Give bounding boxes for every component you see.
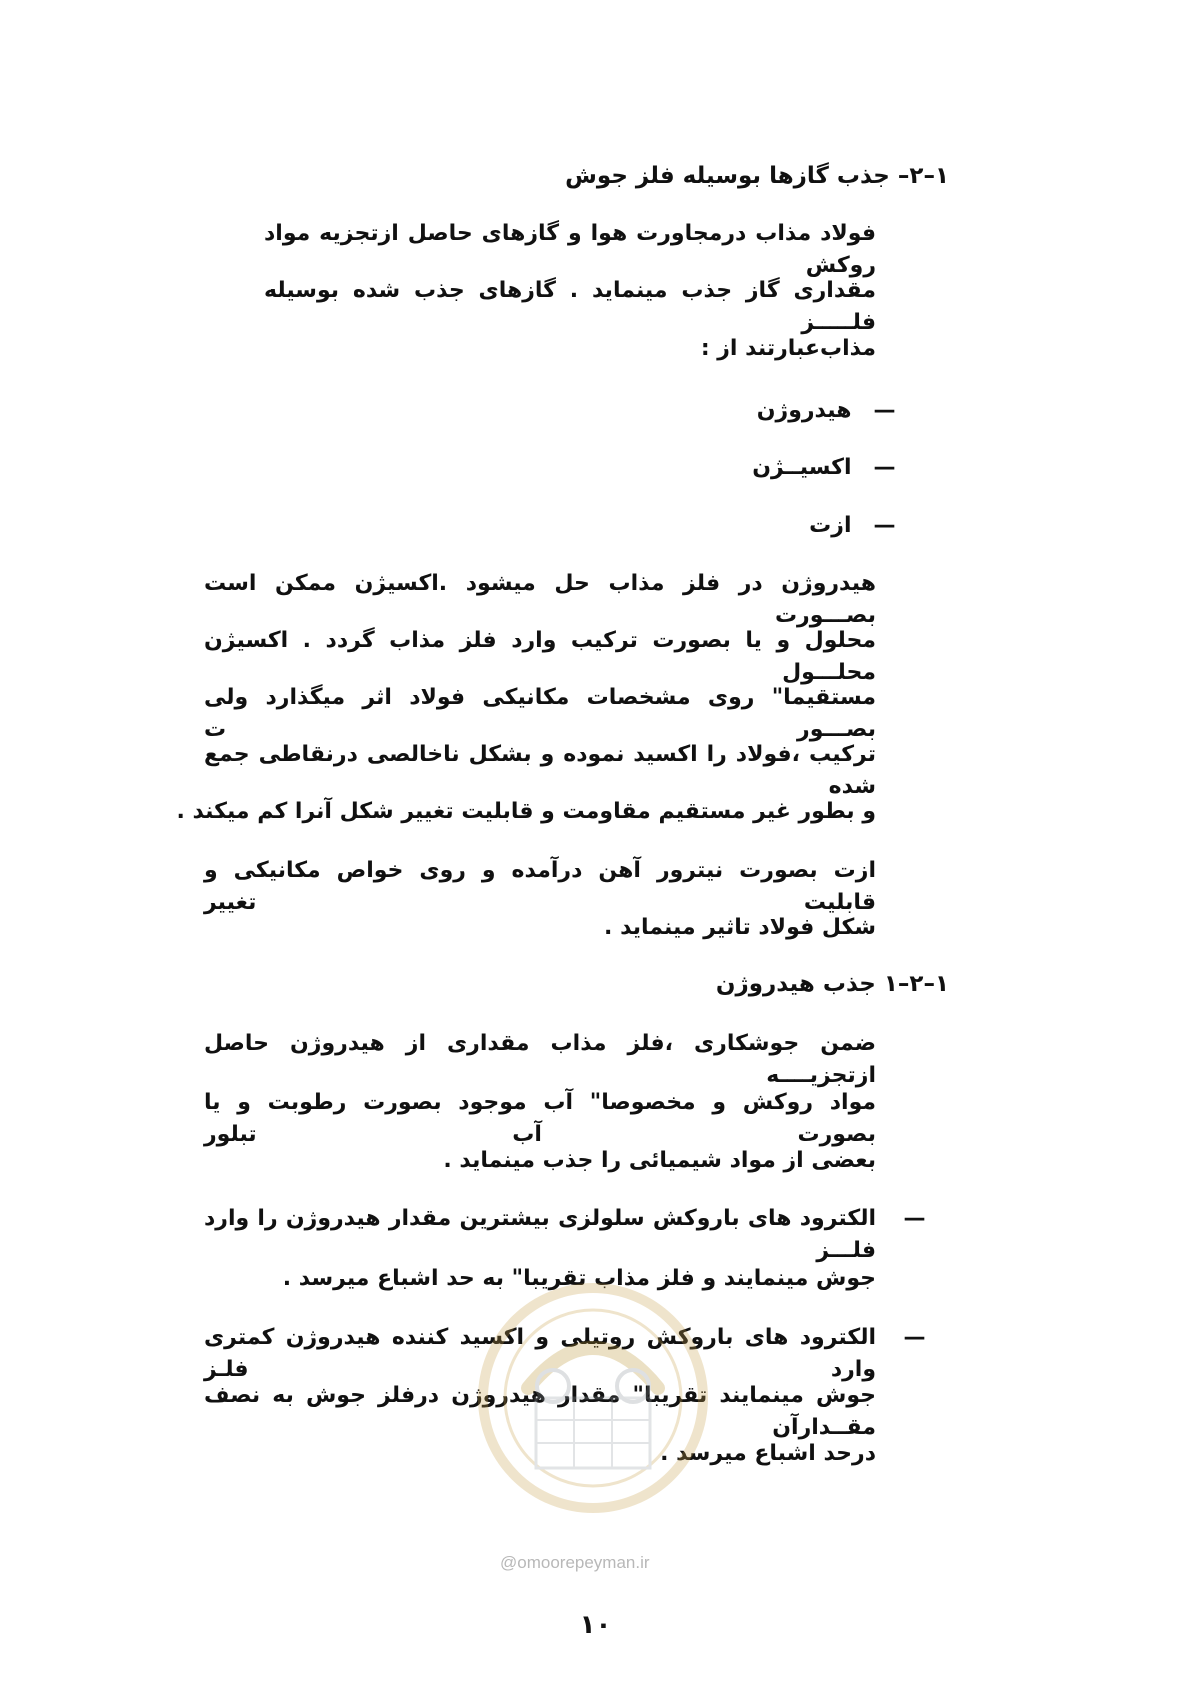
gas-list-item <box>752 452 896 484</box>
bullet-item-line: الکترود های باروکش سلولزی بیشترین مقدار هیدروژن را وارد فلـــز <box>204 1206 876 1263</box>
paragraph-line: ضمن جوشکاری ،فلز مذاب مقداری از هیدروژن حاصل ازتجزیــــه <box>204 1031 876 1088</box>
gas-name: ازت <box>809 513 852 538</box>
paragraph-line: بعضی از مواد شیمیائی را جذب مینماید . <box>443 1148 876 1173</box>
bullet-item-line: جوش مینمایند تقریبا" مقدار هیدروژن درفلز جوش به نصف مقــدارآن <box>204 1383 876 1440</box>
paragraph-line: ترکیب ،فولاد را اکسید نموده و بشکل ناخالصی درنقاطی جمع شده <box>204 742 876 799</box>
section-heading: ۱–۲– جذب گازها بوسیله فلز جوش <box>565 163 949 189</box>
paragraph-line: مواد روکش و مخصوصا" آب موجود بصورت رطوبت و یا بصورت آب تبلور <box>204 1090 876 1147</box>
paragraph-line: مقداری گاز جذب مینماید . گازهای جذب شده بوسیله فلـــــز <box>264 278 876 335</box>
subsection-heading: ۱–۲–۱ جذب هیدروژن <box>715 971 949 997</box>
bullet-item-line: درحد اشباع میرسد . <box>660 1441 876 1466</box>
watermark-text: @omoorepeyman.ir <box>500 1553 650 1572</box>
gas-list-item <box>757 395 896 427</box>
bullet-dash: — <box>903 1325 926 1350</box>
dash-bullet-icon: — <box>873 513 896 538</box>
dash-bullet-icon: — <box>873 455 896 480</box>
paragraph-line: هیدروژن در فلز مذاب حل میشود .اکسیژن ممکن است بصـــورت <box>204 571 876 628</box>
gas-name: اکسیــژن <box>752 455 852 480</box>
paragraph-line: و بطور غیر مستقیم مقاومت و قابلیت تغییر شکل آنرا کم میکند . <box>176 799 876 824</box>
bullet-item-line: جوش مینمایند و فلز مذاب تقریبا" به حد اشباع میرسد . <box>282 1266 876 1291</box>
bullet-item-line: الکترود های باروکش روتیلی و اکسید کننده هیدروژن کمتری وارد فلـز <box>204 1325 876 1382</box>
gas-list-item <box>809 510 896 542</box>
page-number: ۱۰ <box>579 1610 612 1640</box>
paragraph-line: محلول و یا بصورت ترکیب وارد فلز مذاب گردد . اکسیژن محلـــول <box>204 628 876 685</box>
paragraph-line: شکل فولاد تاثیر مینماید . <box>604 915 876 940</box>
paragraph-line: فولاد مذاب درمجاورت هوا و گازهای حاصل ازتجزیه مواد روکش <box>264 221 876 278</box>
dash-bullet-icon: — <box>873 398 896 423</box>
bullet-dash: — <box>903 1206 926 1231</box>
gas-name: هیدروژن <box>756 398 852 423</box>
paragraph-line: ازت بصورت نیترور آهن درآمده و روی خواص مکانیکی و قابلیت تغییر <box>204 858 876 915</box>
paragraph-line: مذاب‌عبارتند از : <box>700 336 876 361</box>
paragraph-line: مستقیما" روی مشخصات مکانیکی فولاد اثر میگذارد ولی بصـــور ت <box>204 685 876 742</box>
